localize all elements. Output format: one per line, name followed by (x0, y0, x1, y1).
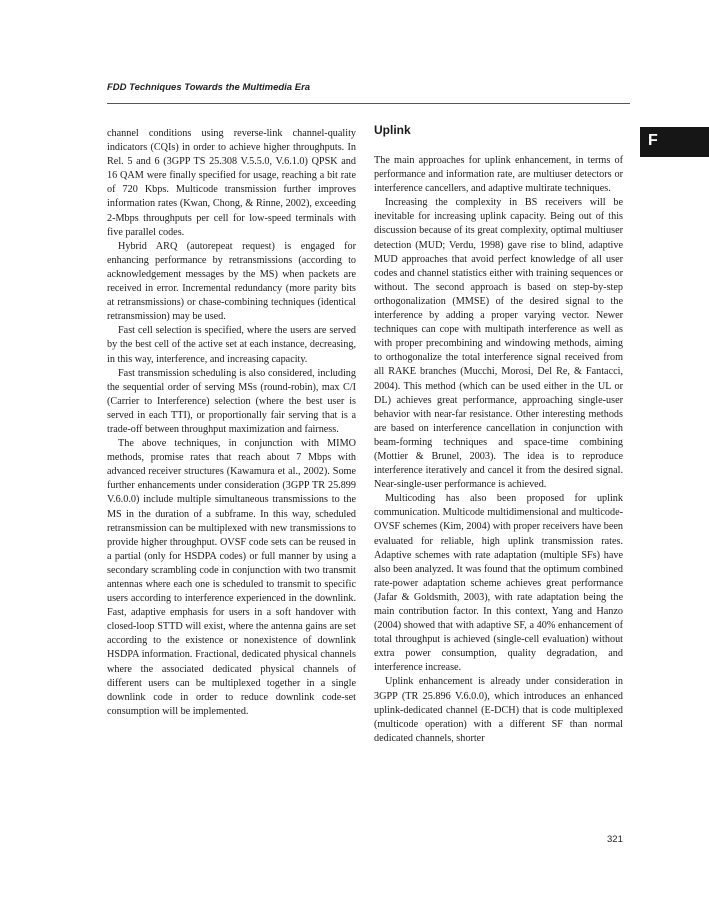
paragraph: Hybrid ARQ (autorepeat request) is engaged for enhancing performance by retransmissions (according to acknowledgement messages by the MS) when packets are received in error. Incremental redundancy (more parity bits at retransmissions) or chase-combining techniques (identical retransmission) may be used. (107, 240, 356, 323)
header-rule (107, 103, 630, 104)
paragraph: channel conditions using reverse-link channel-quality indicators (CQIs) in order to achieve higher throughputs. In Rel. 5 and 6 (3GPP TS 25.308 V.5.5.0, V.6.1.0) QPSK and 16 QAM were finally specified for usage, reaching a bit rate of 720 Kbps. Multicode transmission further improves information rates (Kwan, Chong, & Rinne, 2002), exceeding 2-Mbps throughputs per cell for low-speed terminals with five parallel codes. (107, 128, 356, 238)
running-head: FDD Techniques Towards the Multimedia Era (107, 82, 311, 93)
thumb-index-tab (640, 127, 709, 157)
paragraph: Fast transmission scheduling is also considered, including the sequential order of serving MSs (round-robin), max C/I (Carrier to Interference) selection (where the best user is served in each TTI), or proportionally fair serving that is a trade-off between throughput maximization and fairness. (107, 367, 356, 435)
right-column (374, 122, 623, 746)
left-column (107, 127, 356, 719)
paragraph: The main approaches for uplink enhancement, in terms of performance and information rate, are multiuser detectors or interference cancellers, and adaptive multirate techniques. (374, 155, 623, 195)
thumb-index-letter: F (648, 132, 658, 149)
paragraph: Multicoding has also been proposed for uplink communication. Multicode multidimensional and multicode-OVSF schemes (Kim, 2004) with proper receivers have been evaluated for reliable, high uplink transmission rates. Adaptive schemes with rate adaptation (multiple SFs) have also been analyzed. It was found that the optimum combined rate-power adaptation scheme achieves great performance (Jafar & Goldsmith, 2003), with rate adaptation being the main contribution factor. In this context, Yang and Hanzo (2004) showed that with adaptive SF, a 40% enhancement of total throughput is achieved (single-cell evaluation) without extra power consumption, quality degradation, and interference increase. (374, 493, 623, 674)
paragraph: The above techniques, in conjunction with MIMO methods, promise rates that reach about 7 Mbps with advanced receiver structures (Kawamura et al., 2002). Some further enhancements under consideration (3GPP TR 25.899 V.6.0.0) include multiple simultaneous transmissions to the MS in the duration of a subframe. In this way, scheduled retransmission can be multiplexed with new transmissions to provide higher throughput. OVSF code sets can be reused in a partial (only for HSDPA codes) or full manner by using a secondary scrambling code in conjunction with two transmit antennas where each one is scheduled to transmit to specific users according to interference experienced in the downlink. Fast, adaptive emphasis for users in a soft handover with closed-loop STTD will exist, where the antenna gains are set according to the existence or nonexistence of downlink HSDPA information. Fractional, dedicated physical channels where the associated dedicated physical channels of different users can be multiplexed together in a single downlink code in order to reduce downlink code-set consumption will be implemented. (107, 438, 356, 717)
paragraph: Uplink enhancement is already under consideration in 3GPP (TR 25.896 V.6.0.0), which introduces an enhanced uplink-dedicated channel (E-DCH) that is code multiplexed (multicode operation) with a different SF than normal dedicated channels, shorter (374, 676, 623, 744)
paragraph: Increasing the complexity in BS receivers will be inevitable for increasing uplink capacity. Being out of this discussion because of its great complexity, optimal multiuser detection (MUD; Verdu, 1998) gave rise to blind, adaptive MUD approaches that avoid perfect knowledge of all user codes and channel statistics either with training sequences or without. The second approach is based on step-by-step orthogonalization (MMSE) of the desired signal to the interference by adding a proper varying vector. Newer techniques can cope with multipath interference as well as with proper precombining and windowing methods, aiming to orthogonalize the total interference signal received from all RAKE branches (Mucchi, Morosi, Del Re, & Fantacci, 2004). This method (which can be used either in the UL or DL) achieves great performance, approaching single-user behavior with near-far resistance. Other interesting methods are based on interference cancellation in conjunction with beam-forming techniques and space-time combining (Mottier & Brunel, 2003). The idea is to reproduce interference iteratively and cancel it from the desired signal. Near-single-user performance is achieved. (374, 197, 623, 491)
page-number: 321 (607, 834, 623, 845)
paragraph: Fast cell selection is specified, where the users are served by the best cell of the active set at each instance, decreasing, in this way, interference, and increasing capacity. (107, 325, 356, 365)
section-heading: Uplink (374, 123, 411, 137)
